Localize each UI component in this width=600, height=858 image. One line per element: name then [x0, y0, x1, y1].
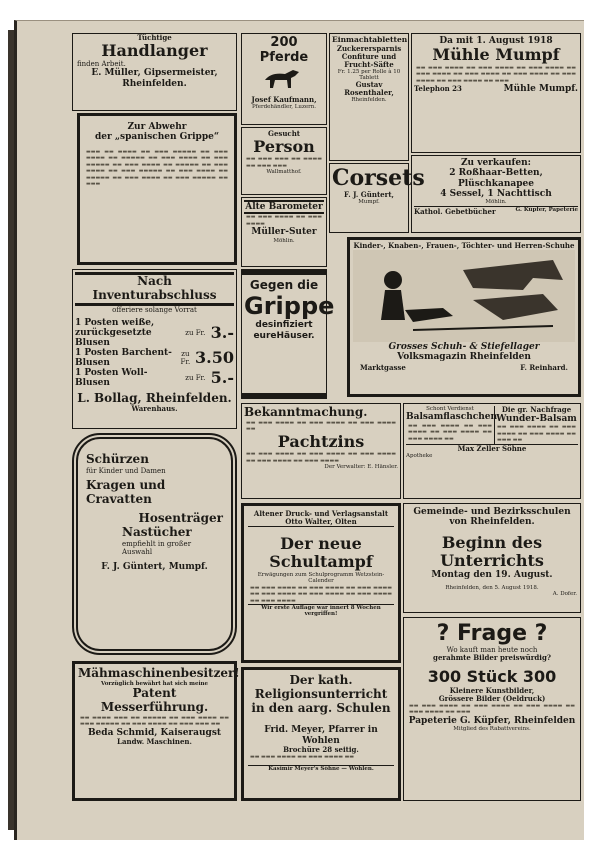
ad-verkaufen: [411, 155, 581, 233]
schul-head2: Otto Walter, Olten: [248, 518, 394, 527]
schuerzen-l1: Kragen und: [86, 477, 166, 492]
gegen-l3: desinfiziert: [255, 320, 313, 331]
handlanger-title: Handlanger: [101, 41, 208, 61]
muehle-body: ▬▬ ▬▬▬ ▬▬▬▬ ▬▬ ▬▬▬ ▬▬▬▬ ▬▬ ▬▬▬ ▬▬▬▬ ▬▬ ▬▬▬ ▬▬▬▬ ▬▬ ▬▬▬ ▬▬▬▬ ▬▬ ▬▬▬ ▬▬▬▬ ▬▬ ▬▬▬ ▬▬▬▬ ▬▬ ▬▬▬ ▬▬▬▬ ▬▬ ▬▬▬: [416, 64, 576, 84]
maeh-firm: Beda Schmid, Kaiseraugst: [87, 727, 222, 738]
ad-kinder-schuhe: [347, 237, 581, 397]
bekannt-title: Bekanntmachung.: [244, 405, 368, 419]
ad-bekanntmachung: [241, 403, 401, 499]
grippe-info-body: ▬▬▬ ▬▬ ▬▬▬▬ ▬▬ ▬▬▬ ▬▬▬▬▬ ▬▬ ▬▬▬ ▬▬▬▬ ▬▬ ▬▬▬▬▬ ▬▬ ▬▬▬ ▬▬▬▬ ▬▬ ▬▬▬ ▬▬▬▬▬ ▬▬ ▬▬▬ ▬▬▬▬ ▬▬ ▬▬▬▬▬ ▬▬ ▬▬▬ ▬▬▬▬ ▬▬ ▬▬▬ ▬▬▬▬▬ ▬▬ ▬▬▬ ▬▬▬▬ ▬▬ ▬▬▬▬▬ ▬▬ ▬▬▬ ▬▬▬▬ ▬▬ ▬▬▬ ▬▬▬▬▬ ▬▬ ▬▬▬: [86, 148, 228, 188]
bekannt-sign: Der Verwalter: E. Hänsler.: [324, 464, 398, 471]
frage-l1: Kleinere Kunstbilder,: [449, 685, 535, 695]
ad-religion: [241, 667, 401, 801]
ad-grippe-info: [77, 113, 237, 265]
balsam-firm: Max Zeller Söhne: [406, 444, 578, 453]
frage-l2: Grössere Bilder (Oeldruck): [438, 693, 546, 703]
frage-body: ▬▬ ▬▬▬ ▬▬▬▬ ▬▬ ▬▬▬ ▬▬▬▬ ▬▬ ▬▬▬ ▬▬▬▬ ▬▬ ▬▬▬ ▬▬▬▬ ▬▬ ▬▬▬: [409, 702, 575, 716]
balsam-right-body: ▬▬ ▬▬▬ ▬▬▬▬ ▬▬ ▬▬▬ ▬▬▬▬ ▬▬ ▬▬▬ ▬▬▬▬ ▬▬ ▬▬▬ ▬▬: [497, 424, 576, 444]
schuerzen-l6: Auswahl: [122, 548, 153, 557]
einmach-firm: Gustav Rosenthaler,: [344, 80, 394, 98]
inventur-offer: offeriere solange Vorrat: [112, 305, 197, 314]
gegen-l4: eureHäuser.: [253, 330, 315, 341]
ad-gemeinde: [403, 503, 581, 613]
handlanger-sub: finden Arbeit.: [77, 60, 126, 69]
schuerzen-l4: Nastücher: [122, 525, 192, 540]
gemeinde-head: Beginn des Unterrichts: [440, 532, 544, 571]
muehle-footer: Telephon 23 Mühle Mumpf.: [414, 84, 578, 95]
maeh-l2: Messerführung.: [100, 699, 209, 714]
inventur-item-3: 1 Posten Woll-Blusen zu Fr. 5.-: [75, 367, 234, 388]
balsam-apo: Apotheke: [406, 452, 433, 459]
maeh-sub: Vorzüglich bewährt hat sich meine: [100, 680, 209, 687]
einmach-line1: Confiture und: [341, 51, 397, 61]
kinder-title: Kinder-, Knaben-, Frauen-, Töchter- und Herren-Schuhe: [353, 241, 575, 250]
muehle-line: Da mit 1. August 1918: [439, 36, 553, 46]
balsam-right: Die gr. Nachfrage Wunder-Balsam ▬▬ ▬▬▬ ▬▬▬▬ ▬▬ ▬▬▬ ▬▬▬▬ ▬▬ ▬▬▬ ▬▬▬▬ ▬▬ ▬▬▬ ▬▬: [496, 405, 577, 444]
balsam-row: [406, 406, 578, 444]
religion-body: ▬▬ ▬▬▬ ▬▬▬▬ ▬▬ ▬▬▬ ▬▬▬▬ ▬▬: [250, 754, 355, 761]
verkaufen-l2: Plüschkanapee: [457, 178, 534, 189]
schuerzen-l5: empfiehlt in großer: [122, 540, 192, 549]
handlanger-firm: E. Müller, Gipsermeister, Rheinfelden.: [91, 68, 218, 89]
verkaufen-place: Möhlin.: [485, 199, 507, 206]
frage-q: Wo kauft man heute noch: [446, 646, 538, 655]
ad-gegen-grippe: [241, 269, 335, 399]
religion-author: Frid. Meyer, Pfarrer in Wohlen: [264, 725, 378, 746]
pferde-owner: Josef Kaufmann,: [251, 94, 317, 104]
schuerzen-title: Schürzen: [86, 452, 149, 466]
ad-schultrumpf: [241, 503, 401, 663]
pferde-place: Pferdehändler, Luzern.: [251, 103, 317, 110]
maeh-title: Mähmaschinenbesitzer!: [78, 666, 240, 680]
frage-title: ? Frage ?: [436, 621, 548, 646]
einmach-place: Rheinfelden.: [351, 97, 387, 104]
inventur-sub: Warenhaus.: [131, 404, 178, 414]
frage-big: 300 Stück 300: [427, 667, 557, 687]
religion-price: Brochüre 28 seitig.: [283, 745, 359, 755]
einmach-title: Einmachtabletten: [332, 35, 408, 44]
gemeinde-sign: A. Dofer.: [552, 591, 577, 598]
frage-sub: Mitglied des Rabattvereins.: [453, 726, 531, 733]
verkaufen-l3: 4 Sessel, 1 Nachttisch: [440, 189, 552, 200]
balsam-left: Schont Verdienst Balsamflaschchen ▬▬ ▬▬▬ ▬▬▬▬ ▬▬ ▬▬▬ ▬▬▬▬ ▬▬ ▬▬▬ ▬▬▬▬ ▬▬ ▬▬▬ ▬▬▬▬ ▬▬: [406, 406, 495, 444]
verkaufen-footer: Kathol. Gebetbücher G. Küpfer, Papeterie: [414, 206, 578, 216]
bekannt-body1: ▬▬ ▬▬▬ ▬▬▬▬ ▬▬ ▬▬▬ ▬▬▬▬ ▬▬ ▬▬▬ ▬▬▬▬ ▬▬: [246, 419, 396, 433]
pferde-title: 200 Pferde: [259, 35, 309, 65]
barometer-title: Alte Barometer: [244, 200, 324, 214]
person-title: Person: [253, 137, 315, 157]
barometer-place: Möhlin.: [273, 237, 295, 244]
gegen-l1: Gegen die: [249, 278, 319, 292]
person-lead: Gesucht: [267, 129, 301, 138]
schul-sub: Erwägungen zum Schulprogramm Wetzstein-Calender: [257, 571, 385, 585]
schul-body: ▬▬ ▬▬▬ ▬▬▬▬ ▬▬ ▬▬▬ ▬▬▬▬ ▬▬ ▬▬▬ ▬▬▬▬ ▬▬ ▬▬▬ ▬▬▬▬ ▬▬ ▬▬▬ ▬▬▬▬ ▬▬ ▬▬▬ ▬▬▬▬ ▬▬ ▬▬▬ ▬▬▬▬: [250, 584, 392, 604]
ad-schuerzen: [72, 433, 237, 655]
frage-q2: gerahmte Bilder preiswürdig?: [433, 653, 551, 663]
schuerzen-firm: F. J. Güntert, Mumpf.: [101, 562, 208, 573]
ad-frage: [403, 617, 581, 801]
maeh-sub2: Landw. Maschinen.: [117, 737, 192, 747]
ad-pferde: [241, 33, 327, 125]
schuerzen-sub: für Kinder und Damen: [86, 466, 166, 475]
barometer-body: ▬▬ ▬▬▬ ▬▬▬▬ ▬▬ ▬▬▬ ▬▬▬▬: [246, 214, 322, 227]
bekannt-body2: ▬▬ ▬▬▬ ▬▬▬▬ ▬▬ ▬▬▬ ▬▬▬▬ ▬▬ ▬▬▬ ▬▬▬▬ ▬▬ ▬▬▬ ▬▬▬▬ ▬▬ ▬▬▬ ▬▬▬▬: [246, 451, 396, 464]
person-body: ▬▬ ▬▬▬ ▬▬▬ ▬▬ ▬▬▬▬ ▬▬ ▬▬▬ ▬▬▬: [246, 156, 322, 169]
ad-muehle: [411, 33, 581, 153]
person-note: Wallmatthof.: [266, 169, 302, 176]
einmach-title2: Zuckerersparnis: [336, 43, 402, 53]
schul-head1: Altener Druck- und Verlagsanstalt: [253, 509, 389, 518]
verkaufen-head: Zu verkaufen:: [460, 158, 532, 168]
gemeinde-place: Rheinfelden, den 5. August 1918.: [445, 584, 539, 591]
inventur-item-1: 1 Posten weiße, zurückgesetzte Blusen zu Fr. 3.-: [75, 317, 234, 348]
ad-balsam: [403, 403, 581, 499]
maeh-l1: Patent: [132, 686, 177, 701]
grippe-info-title1: Zur Abwehr: [127, 122, 187, 132]
maeh-body: ▬▬ ▬▬▬▬ ▬▬▬ ▬▬ ▬▬▬▬▬ ▬▬ ▬▬▬ ▬▬▬▬ ▬▬ ▬▬▬ ▬▬▬▬▬ ▬▬ ▬▬▬ ▬▬▬▬ ▬▬ ▬▬▬ ▬▬▬ ▬▬: [80, 714, 229, 728]
ad-inventur: [72, 269, 237, 429]
bekannt-head: Pachtzins: [277, 431, 365, 451]
inventur-item-2: 1 Posten Barchent-Blusen zu Fr. 3.50: [75, 347, 234, 368]
barometer-firm: Müller-Suter: [251, 227, 317, 238]
inventur-title: Nach Inventurabschluss: [75, 272, 234, 306]
schul-title: Der neue Schultampf: [269, 534, 373, 572]
kinder-banner: Grosses Schuh- & Stiefellager: [388, 342, 540, 353]
shoe-illustration-icon: [353, 250, 575, 342]
corsets-firm: F. J. Güntert,: [344, 190, 394, 200]
ad-handlanger: [72, 33, 237, 111]
kinder-footer: Marktgasse F. Reinhard.: [360, 362, 568, 372]
verkaufen-l1: 2 Roßhaar-Betten,: [449, 168, 543, 179]
balsam-left-body: ▬▬ ▬▬▬ ▬▬▬▬ ▬▬ ▬▬▬ ▬▬▬▬ ▬▬ ▬▬▬ ▬▬▬▬ ▬▬ ▬▬▬ ▬▬▬▬ ▬▬: [408, 422, 492, 442]
schuerzen-l3: Hosenträger: [138, 511, 223, 526]
ad-barometer: [241, 197, 327, 267]
inventur-firm: L. Bollag, Rheinfelden.: [77, 390, 232, 405]
frage-firm: Papeterie G. Küpfer, Rheinfelden: [408, 715, 576, 726]
gegen-l2: Grippe: [244, 291, 335, 320]
gemeinde-title: Gemeinde- und Bezirksschulen von Rheinfelden.: [413, 507, 571, 528]
gemeinde-date: Montag den 19. August.: [431, 570, 553, 581]
religion-title: Der kath. Religionsunterricht in den aarg. Schulen: [251, 673, 391, 715]
ad-corsets: [329, 163, 425, 233]
newspaper-page: [14, 20, 584, 840]
ad-maehmaschinen: [72, 661, 240, 801]
handlanger-head: Tüchtige: [137, 33, 172, 42]
corsets-title: Corsets: [332, 165, 425, 191]
einmach-line2: Frucht-Säfte: [344, 59, 394, 69]
schuerzen-l2: Cravatten: [86, 491, 152, 506]
schul-foot: Wir erste Auflage war innert 8 Wochen vergriffen!: [248, 604, 394, 618]
ad-person: [241, 127, 327, 195]
religion-foot: Kasimir Meyer's Söhne — Wohlen.: [248, 765, 394, 772]
corsets-place: Mumpf.: [358, 199, 380, 206]
muehle-title: Mühle Mumpf: [432, 45, 560, 65]
ad-einmach: [329, 33, 409, 161]
horse-icon: [261, 66, 307, 92]
einmach-price: Fr. 1.25 per Rolle à 10 Tablett: [337, 68, 401, 82]
grippe-info-title2: der „spanischen Grippe“: [94, 132, 220, 143]
kinder-shop: Volksmagazin Rheinfelden: [397, 352, 531, 363]
